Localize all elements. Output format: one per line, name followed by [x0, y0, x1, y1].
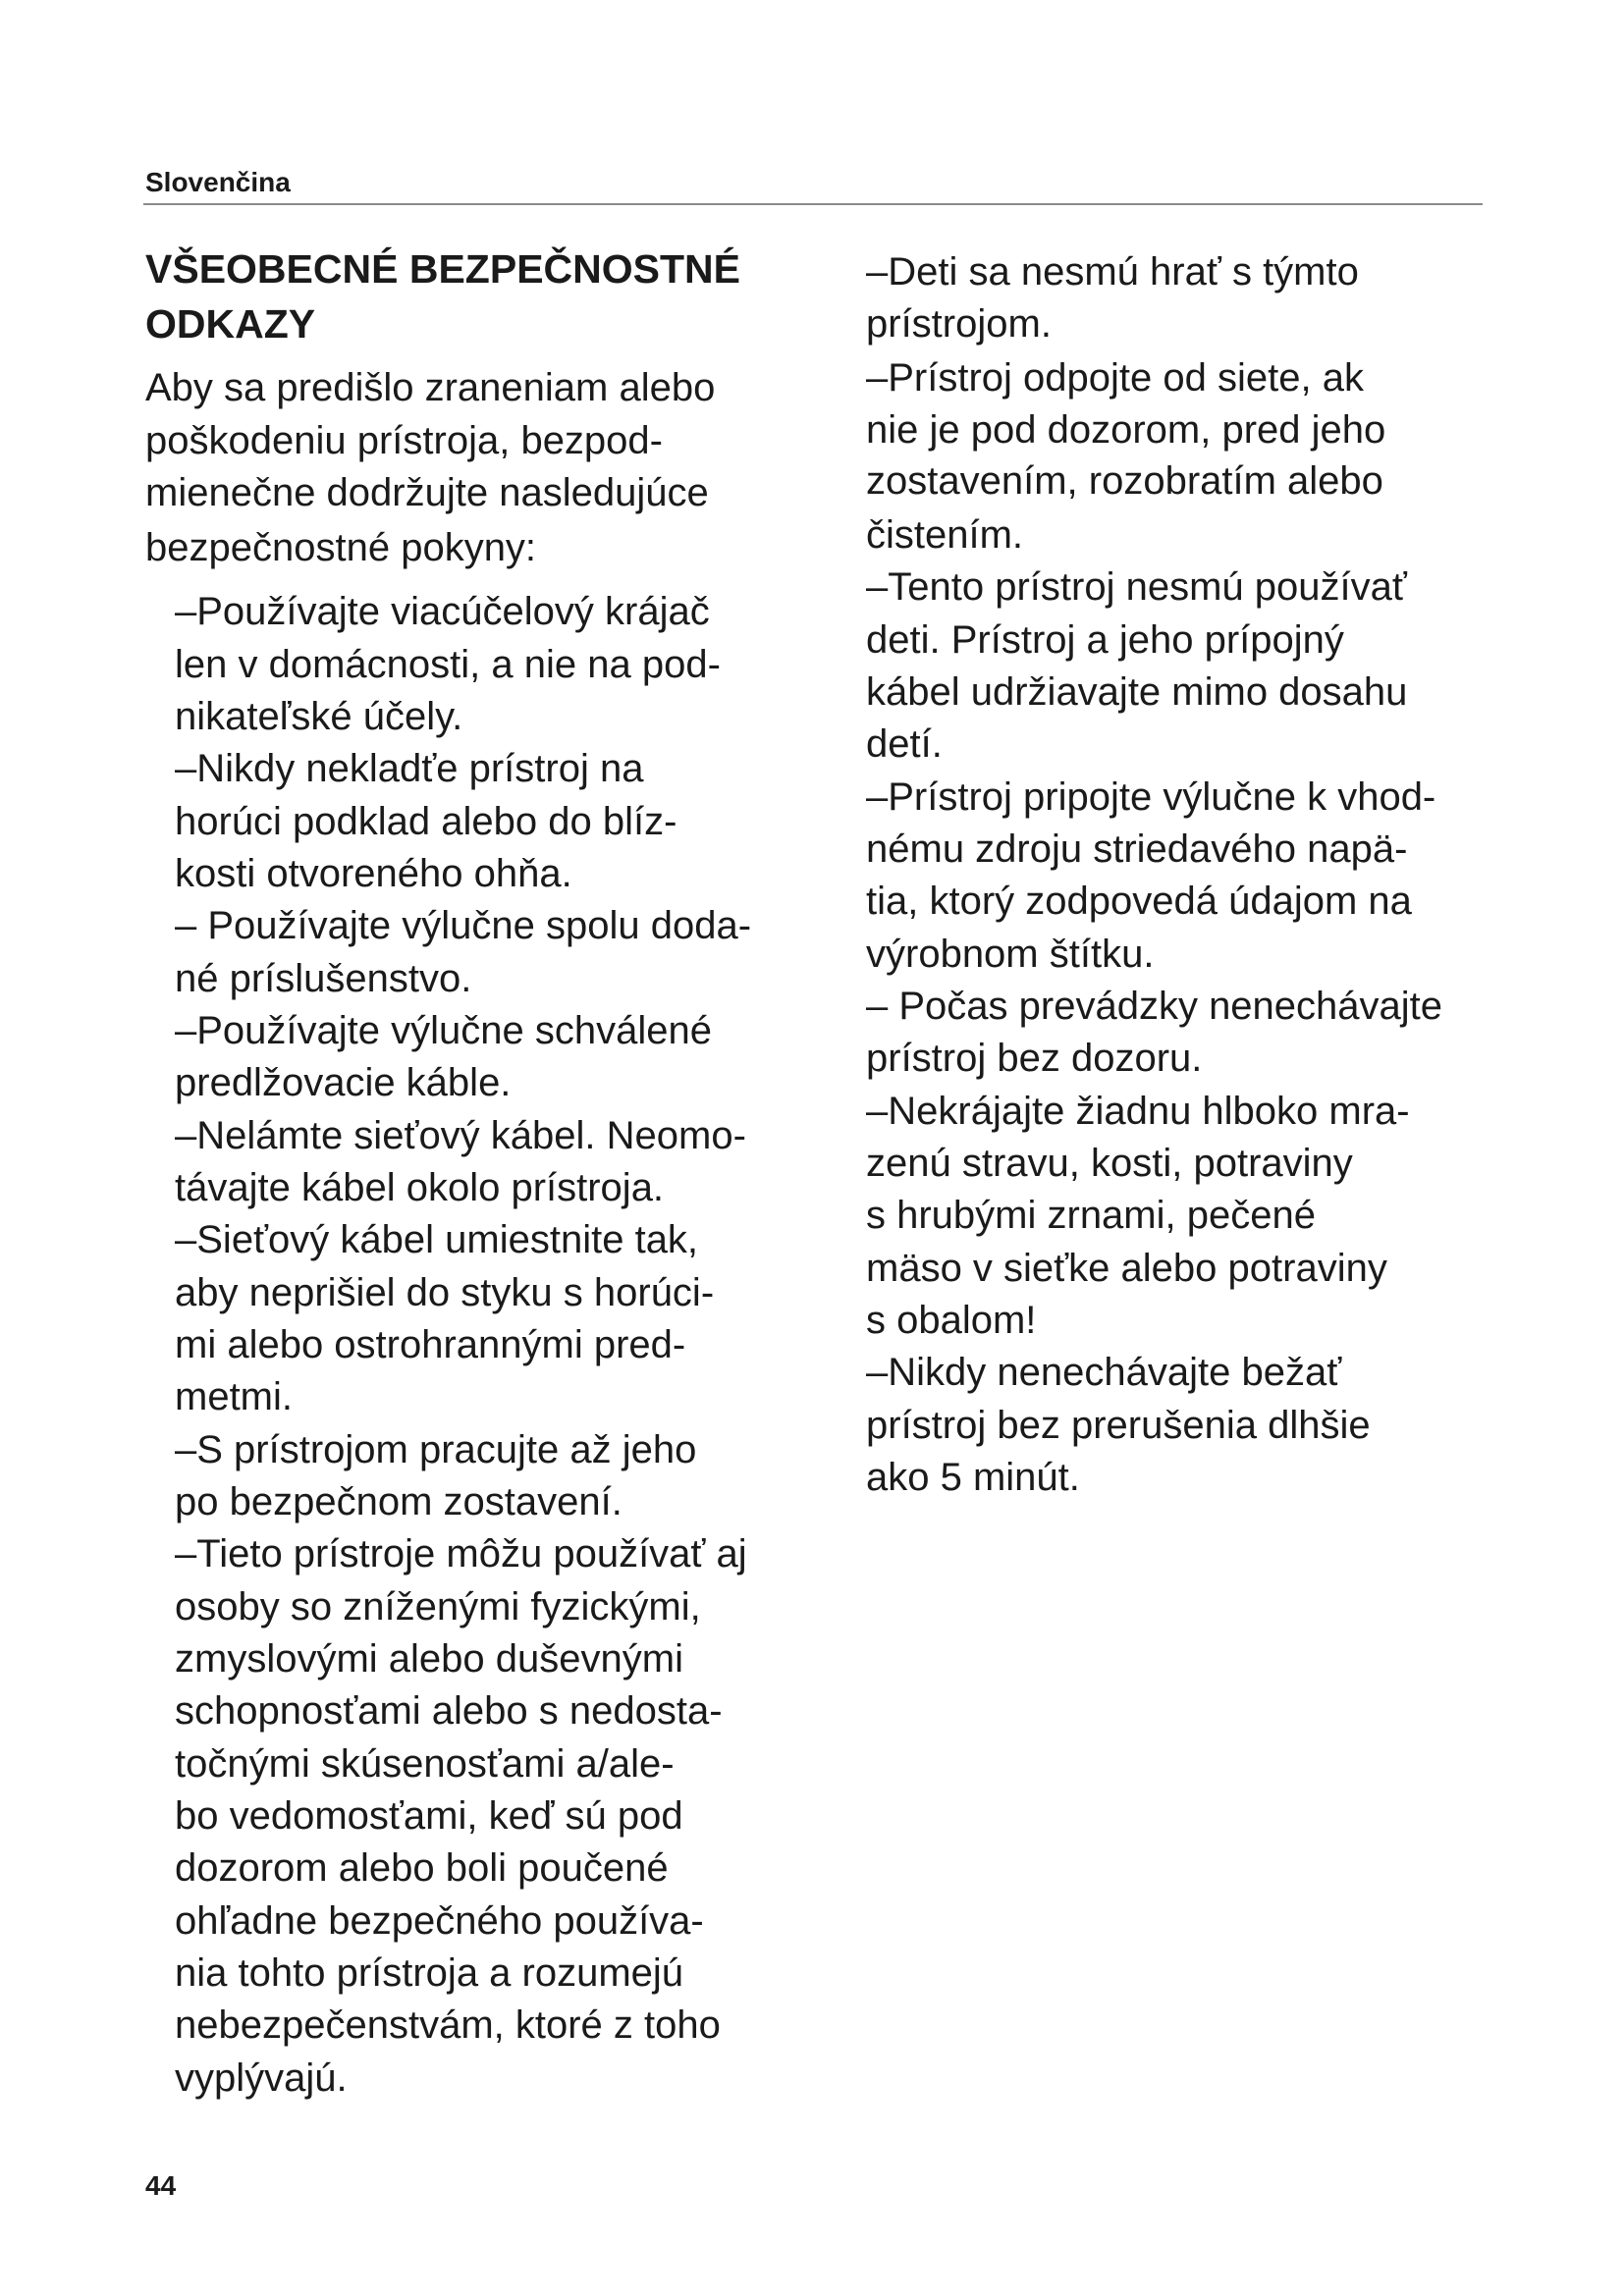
safety-line: né príslušenstvo.: [175, 957, 472, 1000]
safety-line: nebezpečenstvám, ktoré z toho: [175, 2003, 721, 2047]
safety-line: prístroj bez prerušenia dlhšie: [866, 1404, 1371, 1447]
safety-line: –Deti sa nesmú hrať s týmto: [866, 250, 1359, 294]
page-number: 44: [145, 2170, 177, 2201]
safety-line: nikateľské účely.: [175, 695, 463, 738]
safety-line: mäso v sieťke alebo potraviny: [866, 1247, 1387, 1290]
safety-line: prístroj bez dozoru.: [866, 1037, 1203, 1080]
safety-line: predlžovacie káble.: [175, 1061, 512, 1104]
language-label: Slovenčina: [145, 167, 291, 197]
safety-line: vyplývajú.: [175, 2056, 348, 2100]
safety-line: zmyslovými alebo duševnými: [175, 1637, 683, 1681]
safety-line: točnými skúsenosťami a/ale-: [175, 1742, 675, 1786]
header-divider: [143, 203, 1483, 205]
safety-line: aby neprišiel do styku s horúci-: [175, 1271, 715, 1314]
safety-line: –Nikdy nekladťe prístroj na: [175, 747, 644, 790]
safety-line: –Nekrájajte žiadnu hlboko mra-: [866, 1090, 1410, 1133]
safety-line: ako 5 minút.: [866, 1456, 1080, 1499]
section-heading-line-2: ODKAZY: [145, 301, 316, 347]
safety-line: –Nelámte sieťový kábel. Neomo-: [175, 1114, 746, 1157]
safety-line: –S prístrojom pracujte až jeho: [175, 1428, 697, 1471]
safety-line: zostavením, rozobratím alebo: [866, 459, 1383, 503]
safety-line: výrobnom štítku.: [866, 933, 1155, 976]
safety-line: távajte kábel okolo prístroja.: [175, 1166, 665, 1209]
intro-line: bezpečnostné pokyny:: [145, 526, 537, 569]
safety-line: prístrojom.: [866, 302, 1052, 346]
safety-line: osoby so zníženými fyzickými,: [175, 1585, 701, 1629]
safety-line: nie je pod dozorom, pred jeho: [866, 408, 1386, 452]
safety-line: –Nikdy nenechávajte bežať: [866, 1351, 1342, 1394]
safety-line: ohľadne bezpečného používa-: [175, 1899, 704, 1943]
safety-line: metmi.: [175, 1375, 293, 1418]
safety-line: – Počas prevádzky nenechávajte: [866, 985, 1443, 1028]
safety-line: mi alebo ostrohrannými pred-: [175, 1323, 686, 1366]
safety-line: kábel udržiavajte mimo dosahu: [866, 670, 1408, 714]
safety-line: –Používajte výlučne schválené: [175, 1009, 712, 1052]
intro-line: mienečne dodržujte nasledujúce: [145, 471, 709, 514]
safety-line: detí.: [866, 722, 943, 766]
safety-line: –Prístroj pripojte výlučne k vhod-: [866, 775, 1436, 819]
safety-line: deti. Prístroj a jeho prípojný: [866, 618, 1344, 662]
safety-line: – Používajte výlučne spolu doda-: [175, 904, 752, 947]
safety-line: nému zdroju striedavého napä-: [866, 828, 1408, 871]
section-heading-line-1: VŠEOBECNÉ BEZPEČNOSTNÉ: [145, 246, 740, 292]
safety-line: schopnosťami alebo s nedosta-: [175, 1689, 723, 1733]
safety-line: tia, ktorý zodpovedá údajom na: [866, 880, 1412, 923]
safety-line: –Používajte viacúčelový krájač: [175, 590, 710, 633]
safety-line: dozorom alebo boli poučené: [175, 1846, 669, 1890]
intro-line: poškodeniu prístroja, bezpod-: [145, 419, 663, 462]
safety-line: po bezpečnom zostavení.: [175, 1480, 623, 1523]
safety-line: –Tieto prístroje môžu používať aj: [175, 1532, 747, 1575]
safety-line: s obalom!: [866, 1299, 1037, 1342]
safety-line: zenú stravu, kosti, potraviny: [866, 1142, 1353, 1185]
safety-line: s hrubými zrnami, pečené: [866, 1194, 1316, 1237]
safety-line: –Tento prístroj nesmú používať: [866, 565, 1407, 609]
safety-line: nia tohto prístroja a rozumejú: [175, 1951, 684, 1995]
safety-line: bo vedomosťami, keď sú pod: [175, 1794, 683, 1838]
intro-line: Aby sa predišlo zraneniam alebo: [145, 366, 716, 409]
safety-line: horúci podklad alebo do blíz-: [175, 800, 677, 843]
safety-line: len v domácnosti, a nie na pod-: [175, 643, 721, 686]
safety-line: kosti otvoreného ohňa.: [175, 852, 572, 895]
safety-line: –Sieťový kábel umiestnite tak,: [175, 1218, 699, 1261]
safety-line: čistením.: [866, 513, 1024, 557]
safety-line: –Prístroj odpojte od siete, ak: [866, 356, 1364, 400]
